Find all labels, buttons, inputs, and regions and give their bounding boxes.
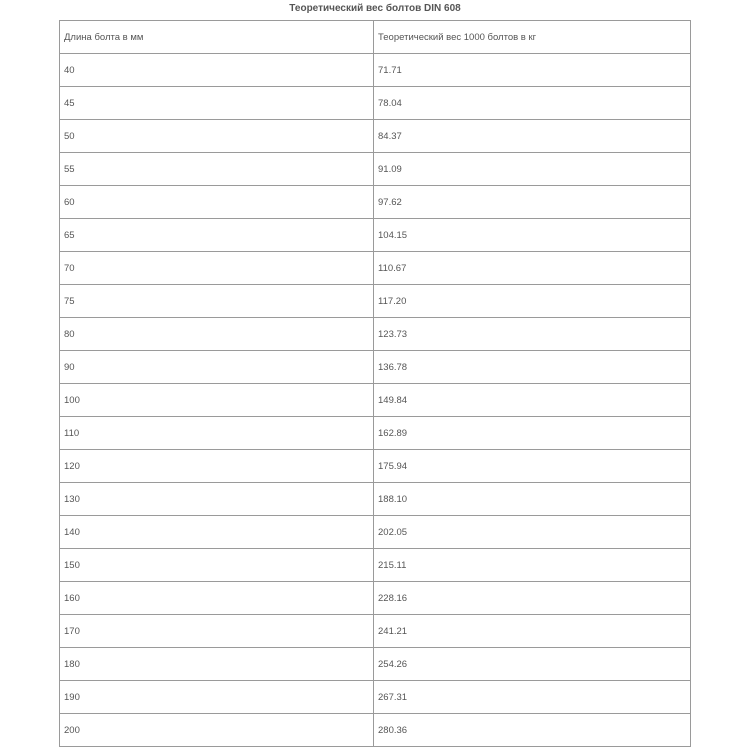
table-row bbox=[60, 252, 691, 285]
cell-weight: 149.84 bbox=[374, 384, 691, 417]
cell-length: 140 bbox=[60, 516, 374, 549]
table-row bbox=[60, 450, 691, 483]
cell-weight: 136.78 bbox=[374, 351, 691, 384]
table-row bbox=[60, 54, 691, 87]
cell-length: 170 bbox=[60, 615, 374, 648]
cell-weight: 188.10 bbox=[374, 483, 691, 516]
cell-length: 200 bbox=[60, 714, 374, 747]
cell-length: 65 bbox=[60, 219, 374, 252]
cell-length: 50 bbox=[60, 120, 374, 153]
table-row bbox=[60, 384, 691, 417]
cell-weight: 97.62 bbox=[374, 186, 691, 219]
cell-length: 150 bbox=[60, 549, 374, 582]
cell-weight: 78.04 bbox=[374, 87, 691, 120]
cell-weight: 91.09 bbox=[374, 153, 691, 186]
table-row bbox=[60, 153, 691, 186]
cell-weight: 84.37 bbox=[374, 120, 691, 153]
cell-weight: 267.31 bbox=[374, 681, 691, 714]
cell-length: 45 bbox=[60, 87, 374, 120]
cell-weight: 71.71 bbox=[374, 54, 691, 87]
cell-length: 160 bbox=[60, 582, 374, 615]
cell-weight: 110.67 bbox=[374, 252, 691, 285]
cell-length: 110 bbox=[60, 417, 374, 450]
page-title: Теоретический вес болтов DIN 608 bbox=[289, 3, 461, 14]
table-row bbox=[60, 483, 691, 516]
table-row bbox=[60, 615, 691, 648]
cell-weight: 104.15 bbox=[374, 219, 691, 252]
table-row bbox=[60, 681, 691, 714]
table-header-row bbox=[60, 21, 691, 54]
cell-weight: 241.21 bbox=[374, 615, 691, 648]
cell-weight: 215.11 bbox=[374, 549, 691, 582]
cell-length: 60 bbox=[60, 186, 374, 219]
table-row bbox=[60, 120, 691, 153]
cell-length: 55 bbox=[60, 153, 374, 186]
cell-length: 80 bbox=[60, 318, 374, 351]
table-row bbox=[60, 87, 691, 120]
cell-length: 75 bbox=[60, 285, 374, 318]
cell-length: 120 bbox=[60, 450, 374, 483]
table-row bbox=[60, 417, 691, 450]
cell-length: 190 bbox=[60, 681, 374, 714]
cell-weight: 228.16 bbox=[374, 582, 691, 615]
table-row bbox=[60, 516, 691, 549]
cell-weight: 117.20 bbox=[374, 285, 691, 318]
table-row bbox=[60, 714, 691, 747]
cell-length: 90 bbox=[60, 351, 374, 384]
cell-length: 40 bbox=[60, 54, 374, 87]
cell-weight: 175.94 bbox=[374, 450, 691, 483]
table-row bbox=[60, 351, 691, 384]
table-row bbox=[60, 219, 691, 252]
table-row bbox=[60, 582, 691, 615]
cell-weight: 254.26 bbox=[374, 648, 691, 681]
cell-weight: 280.36 bbox=[374, 714, 691, 747]
table-body bbox=[60, 54, 691, 747]
cell-length: 130 bbox=[60, 483, 374, 516]
table-row bbox=[60, 285, 691, 318]
table-row bbox=[60, 648, 691, 681]
cell-length: 180 bbox=[60, 648, 374, 681]
table-row bbox=[60, 318, 691, 351]
column-header-weight: Теоретический вес 1000 болтов в кг bbox=[374, 21, 691, 54]
column-header-length: Длина болта в мм bbox=[60, 21, 374, 54]
cell-weight: 202.05 bbox=[374, 516, 691, 549]
bolt-weight-table bbox=[59, 20, 691, 747]
cell-length: 70 bbox=[60, 252, 374, 285]
cell-length: 100 bbox=[60, 384, 374, 417]
table-row bbox=[60, 186, 691, 219]
cell-weight: 123.73 bbox=[374, 318, 691, 351]
cell-weight: 162.89 bbox=[374, 417, 691, 450]
table-row bbox=[60, 549, 691, 582]
